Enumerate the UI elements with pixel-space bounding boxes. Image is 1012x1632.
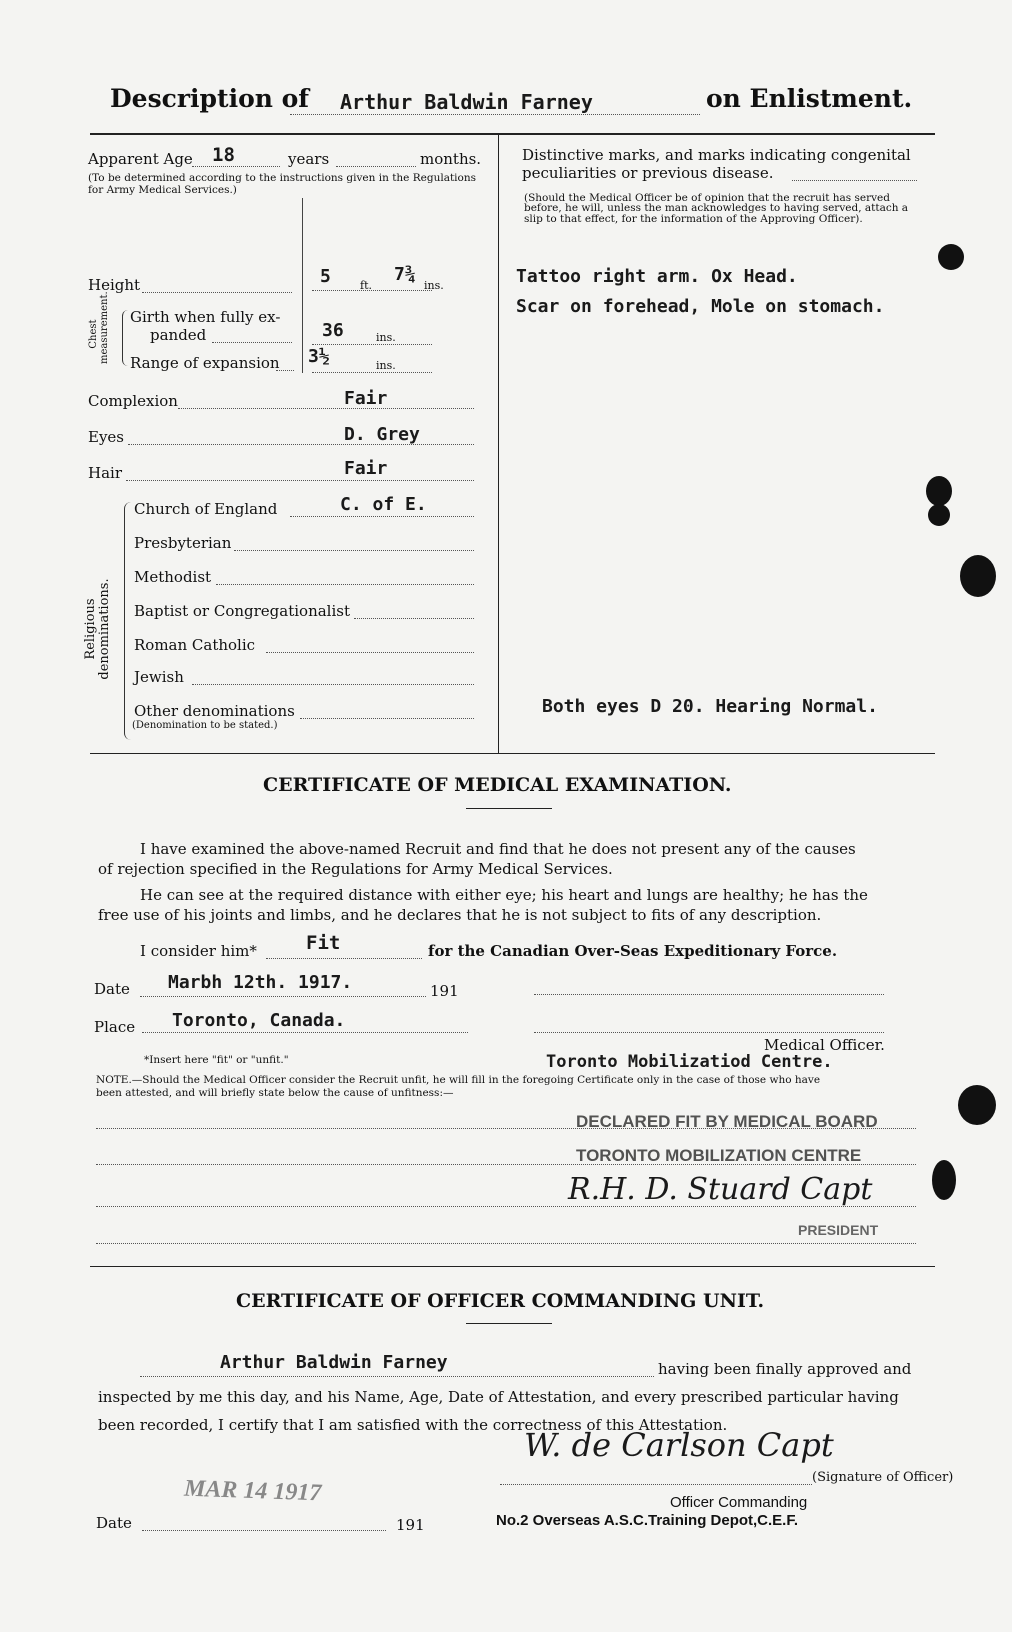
religion-item: Jewish bbox=[134, 668, 184, 686]
chest-side-label: Chest measurement. bbox=[88, 291, 110, 364]
inner-divider bbox=[302, 198, 303, 373]
girth-unit: ins. bbox=[376, 331, 396, 344]
religion-item: Church of England bbox=[134, 500, 278, 518]
commanding-signature: W. de Carlson Capt bbox=[524, 1426, 834, 1464]
age-years-value: 18 bbox=[212, 144, 235, 166]
complexion-label: Complexion bbox=[88, 392, 178, 410]
medical-heading: CERTIFICATE OF MEDICAL EXAMINATION. bbox=[263, 774, 732, 796]
place-value: Toronto, Canada. bbox=[172, 1010, 346, 1031]
middle-rule bbox=[90, 753, 935, 754]
commanding-line2: inspected by me this day, and his Name, Age, Date of Attestation, and every prescribed particular having bbox=[98, 1388, 899, 1406]
marks-line-3: Both eyes D 20. Hearing Normal. bbox=[542, 696, 878, 717]
commanding-recruit-name: Arthur Baldwin Farney bbox=[220, 1352, 448, 1373]
years-label: years bbox=[288, 150, 330, 168]
lower-rule bbox=[90, 1266, 935, 1267]
height-ins-label: ins. bbox=[424, 279, 444, 292]
marks-note-1: (Should the Medical Officer be of opinion that the recruit has served bbox=[524, 192, 890, 204]
girth-value: 36 bbox=[322, 320, 344, 341]
commanding-unit: No.2 Overseas A.S.C.Training Depot,C.E.F. bbox=[496, 1512, 799, 1529]
eyes-value: D. Grey bbox=[344, 424, 420, 445]
religion-side-label: Religious denominations. bbox=[83, 578, 112, 680]
height-label: Height bbox=[88, 276, 141, 294]
religion-item: Other denominations bbox=[134, 702, 295, 720]
place-label: Place bbox=[94, 1018, 136, 1036]
title-suffix: on Enlistment. bbox=[706, 84, 913, 113]
religion-value: C. of E. bbox=[340, 494, 427, 515]
range-value: 3½ bbox=[308, 346, 330, 367]
commanding-line3: been recorded, I certify that I am satisfied with the correctness of this Attestation. bbox=[98, 1416, 728, 1434]
punch-hole bbox=[926, 476, 952, 506]
girth-label-2: panded bbox=[150, 326, 207, 344]
force-label: for the Canadian Over-Seas Expeditionary Force. bbox=[428, 942, 838, 960]
commanding-date-label: Date bbox=[96, 1514, 132, 1532]
medical-year-prefix: 191 bbox=[430, 982, 459, 1000]
medical-note-2: been attested, and will briefly state below the cause of unfitness:— bbox=[96, 1087, 454, 1099]
commanding-heading-underline bbox=[466, 1323, 552, 1324]
range-label: Range of expansion bbox=[130, 354, 280, 372]
girth-label-1: Girth when fully ex- bbox=[130, 308, 281, 326]
age-note: (To be determined according to the instructions given in the Regulations for Army Medical Services.) bbox=[88, 172, 476, 196]
months-label: months. bbox=[420, 150, 482, 168]
chest-brace bbox=[122, 310, 129, 366]
marks-heading-2: peculiarities or previous disease. bbox=[522, 164, 774, 182]
height-ft-label: ft. bbox=[360, 279, 372, 292]
medical-date-label: Date bbox=[94, 980, 130, 998]
medical-officer-label: Medical Officer. bbox=[764, 1036, 885, 1054]
eyes-label: Eyes bbox=[88, 428, 124, 446]
punch-hole bbox=[928, 504, 950, 526]
medical-note-1: NOTE.—Should the Medical Officer consider the Recruit unfit, he will fill in the foregoing Certificate only in the case of those who have bbox=[96, 1074, 821, 1086]
punch-hole bbox=[958, 1085, 996, 1125]
punch-hole bbox=[938, 244, 964, 270]
punch-hole bbox=[960, 555, 996, 597]
commanding-year-prefix: 191 bbox=[396, 1516, 425, 1534]
religion-other-note: (Denomination to be stated.) bbox=[132, 720, 278, 731]
age-label: Apparent Age bbox=[88, 150, 193, 168]
medical-para1-a: I have examined the above-named Recruit and find that he does not present any of the causes bbox=[140, 840, 856, 858]
top-rule bbox=[90, 133, 935, 135]
recruit-name: Arthur Baldwin Farney bbox=[340, 90, 593, 114]
marks-line-2: Scar on forehead, Mole on stomach. bbox=[516, 296, 885, 317]
religion-item: Presbyterian bbox=[134, 534, 232, 552]
medical-heading-underline bbox=[466, 808, 552, 809]
commanding-line1-tail: having been finally approved and bbox=[658, 1360, 912, 1378]
mobilization-centre: Toronto Mobilizatiod Centre. bbox=[546, 1052, 833, 1072]
medical-para1-b: of rejection specified in the Regulations for Army Medical Services. bbox=[98, 860, 613, 878]
officer-commanding-label: Officer Commanding bbox=[670, 1494, 808, 1511]
religion-item: Methodist bbox=[134, 568, 212, 586]
medical-signature: R.H. D. Stuard Capt bbox=[568, 1172, 873, 1207]
declared-fit-stamp: DECLARED FIT BY MEDICAL BOARD bbox=[576, 1112, 878, 1131]
punch-hole bbox=[932, 1160, 956, 1200]
insert-note: *Insert here "fit" or "unfit." bbox=[144, 1054, 289, 1066]
marks-line-1: Tattoo right arm. Ox Head. bbox=[516, 266, 798, 287]
range-unit: ins. bbox=[376, 359, 396, 372]
complexion-value: Fair bbox=[344, 388, 388, 409]
commanding-heading: CERTIFICATE OF OFFICER COMMANDING UNIT. bbox=[236, 1290, 765, 1312]
religion-item: Baptist or Congregationalist bbox=[134, 602, 350, 620]
medical-date-value: Marbh 12th. 1917. bbox=[168, 972, 353, 993]
medical-para2-b: free use of his joints and limbs, and he declares that he is not subject to fits of any description. bbox=[98, 906, 822, 924]
religion-brace bbox=[124, 502, 131, 740]
column-divider bbox=[498, 133, 499, 753]
marks-heading-1: Distinctive marks, and marks indicating congenital bbox=[522, 146, 911, 164]
marks-note-2: before, he will, unless the man acknowledges to having served, attach a slip to that effect, for the information of the Approving Officer). bbox=[524, 202, 909, 225]
date-received-stamp: MAR 14 1917 bbox=[183, 1475, 322, 1507]
signature-of-officer-label: (Signature of Officer) bbox=[812, 1470, 954, 1485]
hair-label: Hair bbox=[88, 464, 122, 482]
medical-para2-a: He can see at the required distance with either eye; his heart and lungs are healthy; he has the bbox=[140, 886, 868, 904]
hair-value: Fair bbox=[344, 458, 388, 479]
consider-value: Fit bbox=[306, 932, 341, 954]
height-ft-value: 5 bbox=[320, 266, 331, 287]
religion-item: Roman Catholic bbox=[134, 636, 256, 654]
title-prefix: Description of bbox=[110, 84, 310, 113]
president-stamp: PRESIDENT bbox=[798, 1222, 879, 1238]
form-title bbox=[110, 84, 309, 113]
height-ins-value: 7¾ bbox=[394, 264, 416, 285]
mobilization-stamp: TORONTO MOBILIZATION CENTRE bbox=[576, 1146, 862, 1165]
consider-label: I consider him* bbox=[140, 942, 257, 960]
